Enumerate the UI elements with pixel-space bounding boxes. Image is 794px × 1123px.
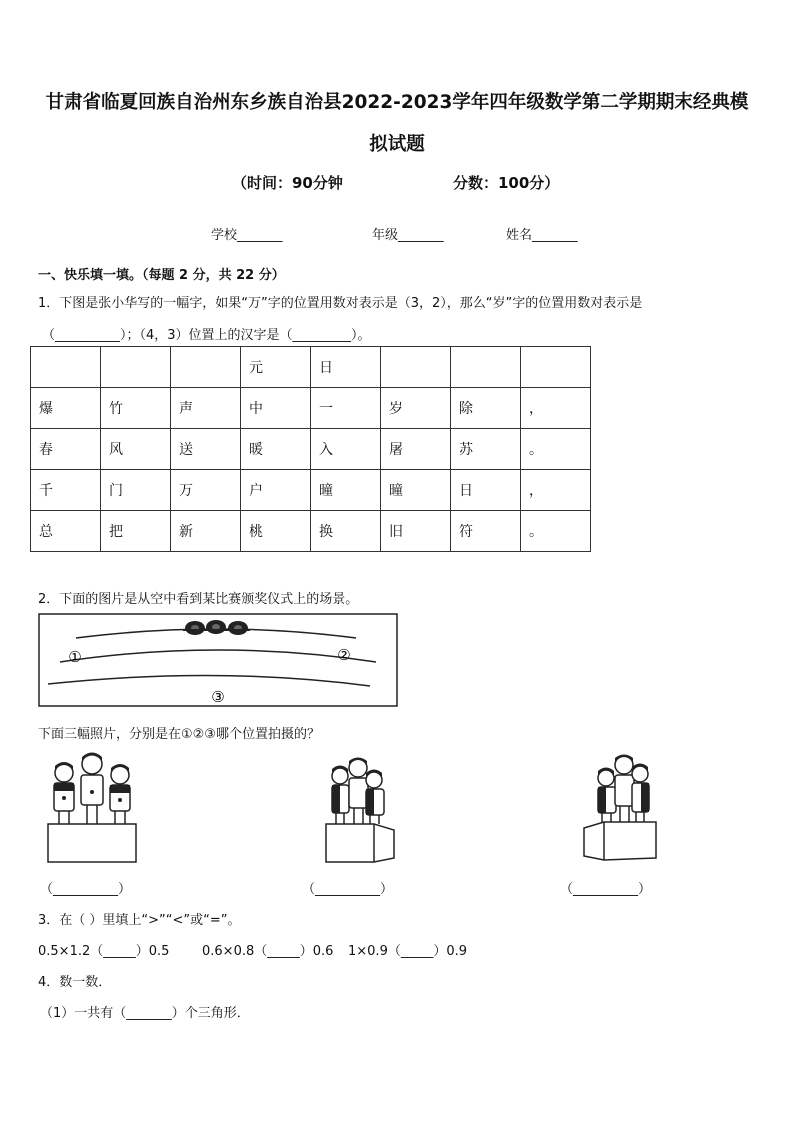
- grid-cell: 入: [311, 429, 381, 470]
- grid-cell: 曈: [381, 470, 451, 511]
- question-3-item-2: 0.6×0.8（_____）0.6: [202, 944, 334, 959]
- name-field: 姓名_______: [506, 228, 578, 243]
- grid-row: [31, 347, 591, 388]
- grid-cell: [171, 347, 241, 388]
- grid-cell: 。: [521, 511, 591, 552]
- score-label: 分数：100分）: [453, 174, 560, 192]
- podium-people-top-view: [183, 620, 250, 635]
- grid-cell: 一: [311, 388, 381, 429]
- grid-cell: 千: [31, 470, 101, 511]
- grid-cell: 暖: [241, 429, 311, 470]
- question-4-text: 4．数一数．: [38, 975, 112, 990]
- grid-cell: 除: [451, 388, 521, 429]
- grid-cell: 新: [171, 511, 241, 552]
- grid-row: [31, 388, 591, 429]
- question-2-text: 2．下面的图片是从空中看到某比赛颁奖仪式上的场景。: [38, 592, 359, 607]
- position-label-2: ②: [337, 646, 351, 664]
- question-1-blanks: （__________）；（4，3）位置上的汉字是（_________）。: [42, 328, 371, 343]
- grid-cell: 总: [31, 511, 101, 552]
- grid-cell: 换: [311, 511, 381, 552]
- grid-row: [31, 511, 591, 552]
- grid-cell: 桃: [241, 511, 311, 552]
- section-heading: 一、快乐填一填。（每题 2 分，共 22 分）: [38, 268, 285, 283]
- grid-cell: 声: [171, 388, 241, 429]
- photo-2-side-view: [322, 754, 406, 866]
- grid-cell: 万: [171, 470, 241, 511]
- time-label: （时间：90分钟: [232, 174, 343, 192]
- question-3-text: 3．在（ ）里填上“>”“<”或“=”。: [38, 913, 241, 928]
- grid-cell: 竹: [101, 388, 171, 429]
- question-3-item-1: 0.5×1.2（_____）0.5: [38, 944, 170, 959]
- grid-cell: 苏: [451, 429, 521, 470]
- photo-1-front-view: [44, 748, 140, 866]
- grid-cell: 。: [521, 429, 591, 470]
- grid-cell: 风: [101, 429, 171, 470]
- answer-blank-photo-2[interactable]: （__________）: [302, 882, 394, 897]
- grid-cell: [521, 347, 591, 388]
- ceremony-overhead-diagram: [38, 612, 400, 710]
- grid-cell: 户: [241, 470, 311, 511]
- grid-row: [31, 470, 591, 511]
- grid-cell: [101, 347, 171, 388]
- grid-cell: ，: [521, 388, 591, 429]
- character-grid: [30, 346, 591, 552]
- grid-cell: [381, 347, 451, 388]
- grade-field: 年级_______: [372, 228, 444, 243]
- question-2-prompt: 下面三幅照片，分别是在①②③哪个位置拍摄的？: [38, 727, 320, 742]
- page-title-continued: 拟试题: [369, 134, 425, 155]
- grid-cell: 把: [101, 511, 171, 552]
- grid-cell: 屠: [381, 429, 451, 470]
- grid-cell: 元: [241, 347, 311, 388]
- question-3-item-3: 1×0.9（_____）0.9: [348, 944, 468, 959]
- grid-row: [31, 429, 591, 470]
- grid-cell: 中: [241, 388, 311, 429]
- grid-cell: ，: [521, 470, 591, 511]
- question-1-text: 1．下图是张小华写的一幅字，如果“万”字的位置用数对表示是（3，2），那么“岁”字的位置用数对表示是: [38, 296, 643, 311]
- grid-cell: 门: [101, 470, 171, 511]
- school-field: 学校_______: [211, 228, 283, 243]
- grid-cell: 日: [451, 470, 521, 511]
- answer-blank-photo-1[interactable]: （__________）: [40, 882, 132, 897]
- grid-cell: 日: [311, 347, 381, 388]
- grid-cell: [31, 347, 101, 388]
- grid-cell: 符: [451, 511, 521, 552]
- question-4-sub-1: （1）一共有（_______）个三角形．: [40, 1006, 250, 1021]
- page-title: 甘肃省临夏回族自治州东乡族自治县2022-2023学年四年级数学第二学期期末经典模: [45, 92, 749, 113]
- grid-cell: 春: [31, 429, 101, 470]
- grid-cell: 旧: [381, 511, 451, 552]
- grid-cell: [451, 347, 521, 388]
- position-label-1: ①: [68, 648, 82, 666]
- grid-cell: 爆: [31, 388, 101, 429]
- position-label-3: ③: [211, 688, 225, 706]
- grid-cell: 曈: [311, 470, 381, 511]
- grid-cell: 送: [171, 429, 241, 470]
- photo-3-side-view: [582, 752, 662, 864]
- answer-blank-photo-3[interactable]: （__________）: [560, 882, 652, 897]
- grid-cell: 岁: [381, 388, 451, 429]
